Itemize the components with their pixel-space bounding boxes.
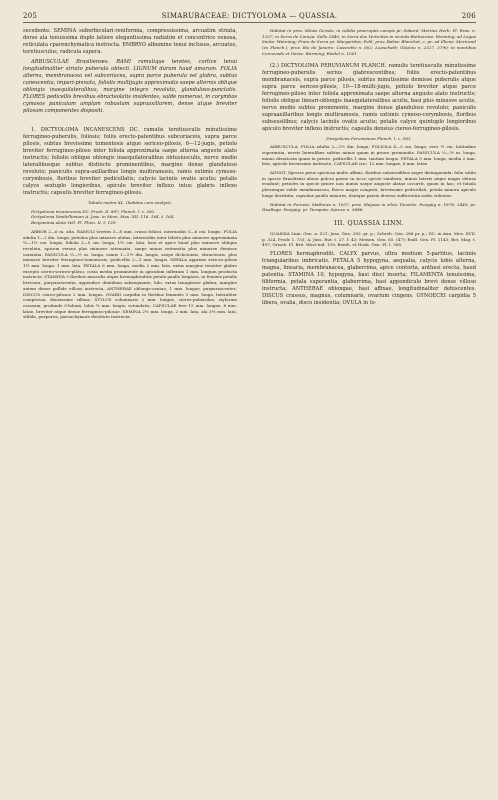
genus-heading-quassia: III. QUASSIA LINN. — [334, 218, 404, 227]
two-column-body — [23, 28, 476, 320]
species-1-synonym-3: Benjaminia alata Vell. Fl. Flum. II. t. 139. — [31, 220, 117, 226]
running-header — [23, 12, 476, 23]
species-2-annotation: ADNOT. Species prius speciosa multo affinis, floribus subsessilibus aegre distinguenda; folia solito in specie Brasiliensi ubera pulcra paene in sicco specie similiora, minus lateris atque magis obtusa evadunt; petioles in specie priore non minus saepe anguste alatae occurrit, quam in hac; et foliola plerumque valde membranacea, florce magis congesti, brevissime pedicellati, petala minora apiculo longe destituta, capsulae paullo minores, denique patria diversa sufficientia nobis videntur. — [262, 170, 476, 198]
running-title: SIMARUBACEAE: DICTYOLOMA — QUASSIA. — [161, 12, 338, 20]
species-1-synonym-1: Dictyoloma incanescens DC. Prodr. II. 89?; Planch. l. c. 582. — [31, 208, 156, 214]
species-1-description: ARBOR 2—6 m. alta. RAMULI teretes 3—8 mm. crassi foliosi, internodiis 5—6 cm. longis. FOLIA adulta 1—2 dm. longa; petiolus plus minusve alatus, internodiis inter foliola plus minusve approximata ⅓—1½ cm. longis, foliola 3—5 cm. longa, 1½ cm. lata, basi et apice haud plus minusve obliqua revoluta, apicem versus plus minusve attenuata, saepe minus retinentia plus minusve demisse variantia. PANICULA ⅓—½ m. longa, ramis 1—1½ dm. longis, saepe dichotomis, ebracteatis, plus minusve breviter ferrugineo-tomentosis, pedicellis 2—3 mm. longis. SEPALA apprime sericeo-pilosa 1½ mm. longa, 1 mm. lata. PETALA 6 mm. longa, media 2 mm. lata, extus margine tenuiter glabro excepto ciereo-sericeo-piloso, costa media prominente in apiculum inflexum 1 mm. longum producta instructa. STAMINA 5 floribus masculis atque hermaphroditis petala paullo longiora, in feminis petalis breviora, purpurascentia, appendice dimidiam subaequante, hilo, extus lanuginose glabra, margine autem dense pallide villoso instructa; ANTHERAE oblongo-ovatae, 1 mm. longae, purpurascentes. DISCUS ciereo-pilosus 2 mm. longus. OVARII carpidia in floribus femineis 3 mm. longa, lateraliter compressa, densissime villosa. STYLUS columnaris 2 mm. longus, ciereo-puberulus; stylorum crassum, profunde 5-lobum, lobis ½ mm. longis, rotundatis. CAPSULAE fere 15 mm. longae, 8 mm. latae, breviter atque dense ferrugineo-pilosae. SEMINA 2½ mm. longa, 2 mm. lata, ala 3½ mm. lata, stilida, purpurea, parenchymate destituto instructa. — [23, 228, 237, 320]
species-1-diagnosis: 1. DICTYOLOMA INCANESCENS DC. ramulis teretiusculis minutissime ferrugineo-puberulis, foliosis; foliis erecto-patentibus subcoriaceis, supra parce pilosis, subtus brevissime tomentosis atque sericeo-pilosis, 6—12-jugis, petiolo breviter ferrugineo-piloso inter foliola approximata saepe alterna anguste alato instructis; foliolis oblique oblongis inaequilateralibus obtusiusculis, nervo medio lateralibusque subtus distincte prominentibus, margine dense glanduloso revoluto; paniculis supra-axillaribus longis multiramosis, ramis extimis cymoso-corymbosis, floribus breviter pedicellatis; calycis laciniis ovatis acutis; petalis calyce sextuplo longioribus, apiculo breviter inflexo intus glabris inflexo instructis; capsulis breviter ferrugineo-pilosis. — [23, 127, 237, 196]
genus-description-end: secedente. SEMINA suborbiculari-reniformia, compressissima, arcuatim striata, dorso ala tenuissima duplo latiore elegantissima radiatim et concentrice venosa, reticulata cparenchymatica instructa. EMBRYO albumine tenui inclusus, arcuatus, teretiusculus, radicula supera. — [23, 28, 237, 55]
right-column — [262, 28, 476, 320]
species-1-plate-reference: Tabula nostra XL. (habitus cum analysi). — [88, 200, 172, 205]
species-2-synonym: Dictyoloma Peruvianum Planch. l. c. 583. — [326, 135, 412, 141]
species-2-habitat: Habitat in Peruvia: Mathews n. 1037; prov. Maynas in silvis Tocache: Poeppig n. 1878; 2449; pr. Huallaga: Poeppig; pr. Tarapoto: Spruce n. 3888. — [262, 201, 476, 213]
left-column — [23, 28, 237, 320]
species-1-synonym-2: Dictyoloma Vandellianum A. Juss. in Mem. Mus. XII. 116. 164. t. 164. — [31, 214, 175, 220]
species-2-description: ARBUSCULA. FOLIA adulta 2—2½ dm. longa; FOLIOLA 4—5 cm. longa, vero ½ cm. latitudine superantia, nervis lateralibus subtus minus quam in priore prominulis. PANICULA ⅓—½ m. longa, minus divaricata quam in priore, pedicellis 1 mm. tantum longis. PETALA 5 mm. longa, media 2 mm. lata, apiculo brevissimo instructo. CAPSULAE circ. 12 mm. longae, 6 mm. latae. — [262, 144, 476, 167]
quassia-synonymy: QUASSIA Linn. Gen. n. 521; Juss. Gen. 282. pr. p.; Schreb. Gen. 288 pr. p.; DC. in Ann. Mus. XVII. p. 324, Prodr. I. 733; A. Juss. Rut. t. 27. f. 43; Meisen. Gen. 65. (47); Endl. Gen. Pl. 1143; Bot. Mag. t. 497; Griseb. Fl. Brit. West-Ind. 139; Benth. et Hook. Gen. Pl. I. 308. — [262, 230, 476, 248]
quassia-description: FLORES hermaphroditi. CALYX parvus, ultra medium 5-partitus, laciniis triangularibus imbricatis. PETALA 5 hypogyna, aequalia, calycis lobis alterna, magna, linearia, membranacea, glaberrima, apice contorta, anthesi erecta, haud patentia. STAMINA 10, hypogyna, basi disci inserta; FILAMENTA tenuissima, filiformia, petala superantia, glaberrima, basi appendiculo brevi dense villoso instructa; ANTHERAE oblongae, basi affixae, longitudinaliter dehiscentes. DISCUS crassus, magnus, columnaris, ovarium cingens. GYNOECEI carpidia 5 libera, ovalia, disco insidentia; OVULA in lo- — [262, 251, 476, 307]
genus-habit-paragraph: ARBUSCULAE Brasilienses. RAMI ramulique teretes, cortice tenui longitudinaliter striato puberulo obtecti. LIGNUM durum haud amarum. FOLIA alterna, membranacea vel subcoriacea, supra parce puberula vel glabra, subtus canescentia, impari-pinnata, foliolis multijugis approximatis saepe alternis oblique oblongis inaequilateralibus, margine integro revoluto, glanduloso-punctatis. FLORES pedicellis brevibus ebracteolatis insidentes, valde numerosi, in corymbos cymosos paniculam amplam robustam supraaxillarem, dense atque breviter pilosam componentes dispositi. — [23, 59, 237, 114]
species-2-diagnosis: (2.) DICTYOLOMA PERUVIANUM PLANCH. ramulis teretiusculis minutissime ferrugineo-puberulis serius glabrescentibus; foliis erecto-patentibus membranaceis, supra parce pilosis, subtus minutissime demisse puberulis atque supra parce sericeo-pilosis, 10—18-multi-jugis, petiolo breviter atque parce ferrugineo-piloso inter foliola approximata saepe alterna anguste alato instructis; foliolis oblique lineari-oblongis inaequilateralibus acutis, basi plus minusve acutis, nervo medio subtus prominente, margine dense glanduloso revoluto; paniculis supraaxillaribus longis multiramosis, ramis extimis cymoso-corymbosis, floribus subsessilibus; calycis laciniis ovatis acutis; petalis calyce quintuplo longioribus apiculo breviter inflexo instructis; capsulis densius ciereo-ferrugineo-pilosis. — [262, 62, 476, 132]
page-number-left: 205 — [23, 12, 38, 20]
page-number-right: 206 — [461, 12, 476, 20]
species-1-habitat: Habitat in prov. Minas Geraës, in calidis praeruptis campis pr. Sabará: Martius Herb. Fl. Bras. n. 1207; in Serra de Caraça: Sello 1840; in Serra dos Vertentes in viciniis Barbacena: Warming; ad Lagoa Santa: Warming; Praia de Serra pr. Margaridas: Pohl; prov. Bahia: Blanchet; c. pr. ad Ilheos: Moricand (ex Planch.); prov. Rio de Janeiro: Cassretto n. 602; Lueschath; Glaziou n. 2327, 3790; in montibus Corcovado et Gavia: Warming; Riedel n. 1061. — [262, 28, 476, 56]
